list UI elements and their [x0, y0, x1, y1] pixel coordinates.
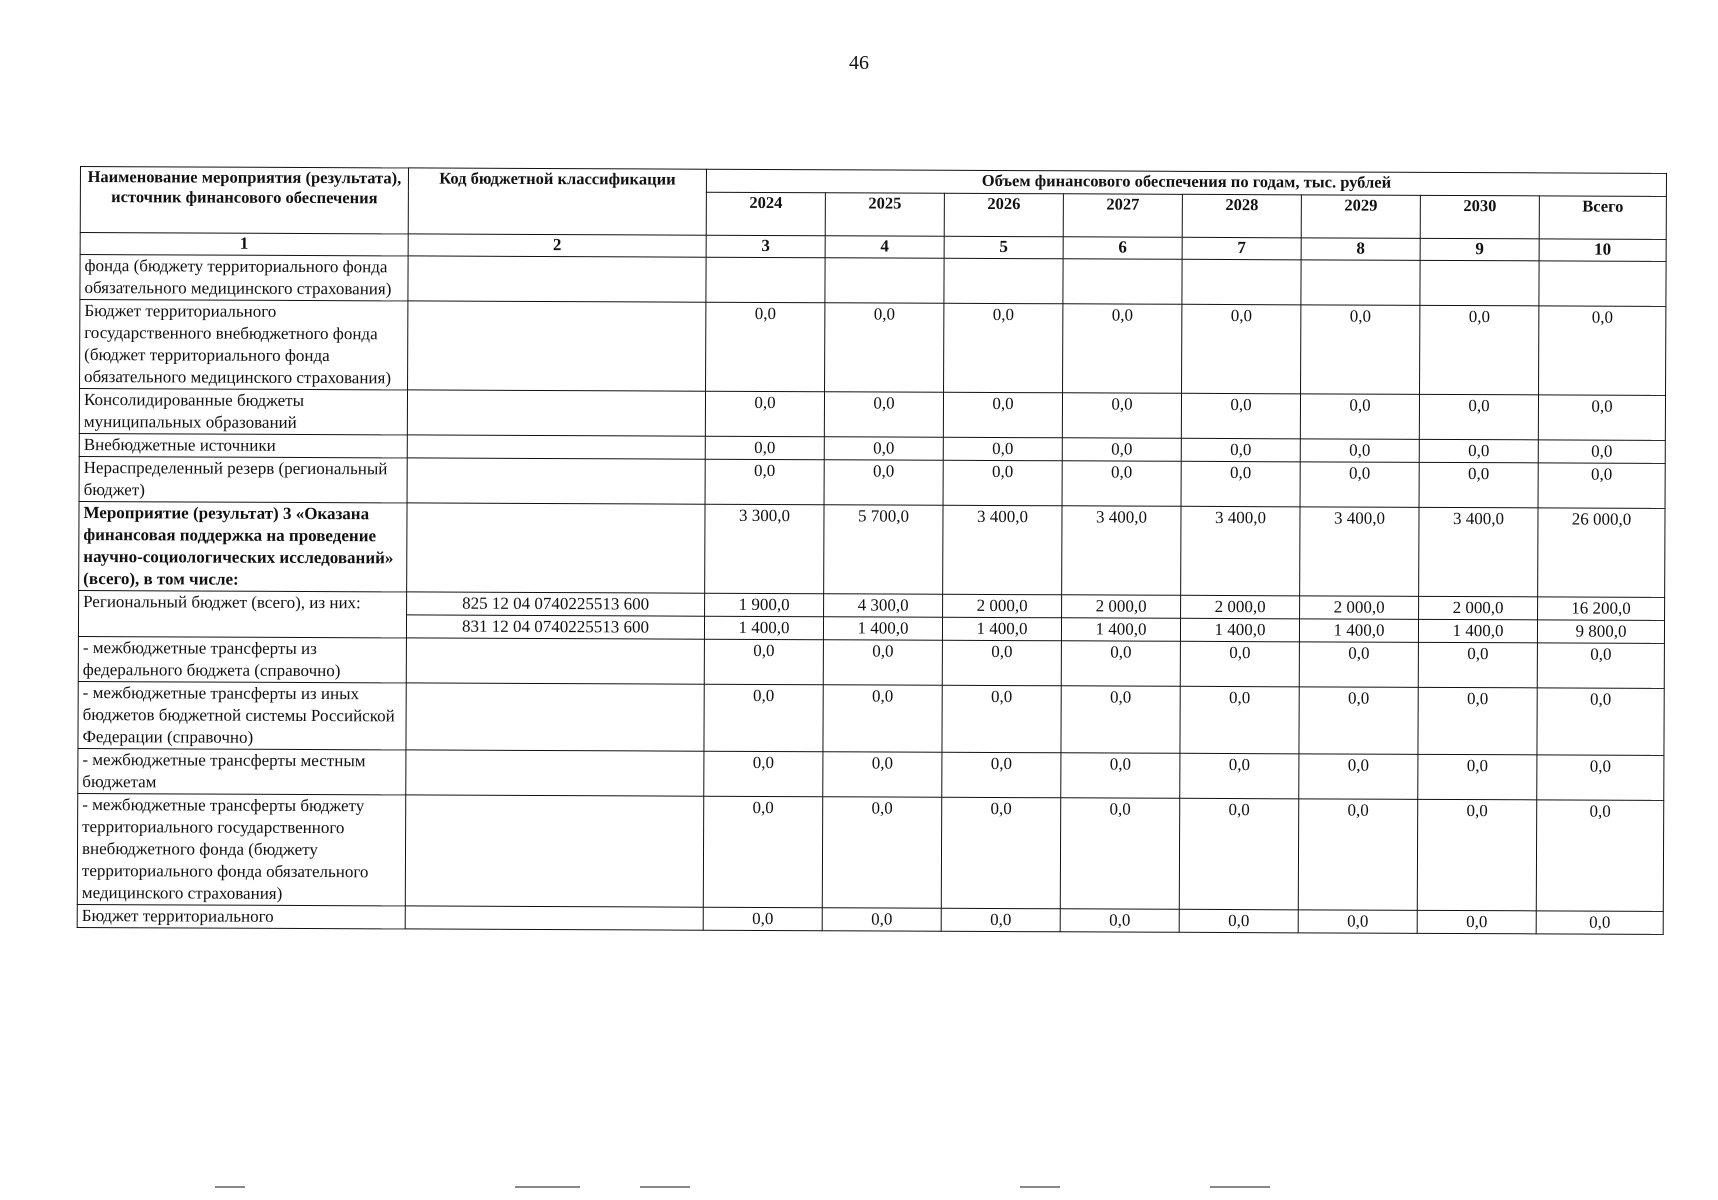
row-value: 0,0 [1298, 910, 1417, 934]
row-code [405, 795, 703, 907]
row-value: 0,0 [942, 640, 1061, 686]
row-value: 4 300,0 [824, 594, 943, 618]
column-number: 3 [706, 235, 825, 258]
column-number: 2 [408, 234, 706, 257]
row-value: 0,0 [1181, 438, 1300, 462]
row-value: 2 000,0 [943, 594, 1062, 618]
row-code [406, 683, 704, 751]
column-number: 6 [1063, 237, 1182, 260]
row-value: 0,0 [822, 797, 941, 909]
row-code: 825 12 04 0740225513 600 [407, 592, 705, 616]
row-value: 1 400,0 [942, 617, 1061, 641]
row-value: 0,0 [1417, 799, 1536, 911]
row-code [406, 638, 704, 684]
row-value [1420, 260, 1539, 306]
row-name: - межбюджетные трансферты из федерального бюджета (справочно) [78, 636, 406, 682]
row-value: 0,0 [1300, 394, 1419, 440]
table-row [80, 300, 1666, 396]
row-value: 0,0 [703, 796, 822, 908]
header-year: Всего [1539, 196, 1666, 240]
row-value: 1 400,0 [1180, 618, 1299, 642]
row-code [408, 301, 706, 391]
row-value [706, 257, 825, 303]
header-code: Код бюджетной классификации [408, 168, 706, 235]
row-value: 0,0 [1537, 755, 1664, 801]
row-value: 0,0 [1181, 461, 1300, 507]
column-number: 1 [80, 233, 408, 256]
row-value: 0,0 [1063, 304, 1182, 394]
row-value: 0,0 [1418, 754, 1537, 800]
row-value: 0,0 [705, 436, 824, 460]
row-value: 0,0 [941, 797, 1060, 909]
row-value: 0,0 [1181, 393, 1300, 439]
row-name: - межбюджетные трансферты бюджету территориального государственного внебюджетного фонда (бюджету территориального фонда обязательного медицинского страхования) [77, 793, 405, 905]
row-value: 0,0 [1060, 909, 1179, 933]
row-name: Внебюджетные источники [79, 433, 407, 457]
row-value: 0,0 [1417, 910, 1536, 934]
row-value [1301, 260, 1420, 306]
row-name: Бюджет территориального государственного внебюджетного фонда (бюджет территориального фонда обязательного медицинского страхования) [80, 300, 408, 390]
row-value: 0,0 [706, 302, 825, 392]
budget-table-wrapper [77, 166, 1666, 935]
row-value: 0,0 [1536, 911, 1663, 935]
table-row [77, 793, 1663, 911]
row-value: 0,0 [1538, 440, 1665, 464]
row-value: 0,0 [942, 685, 1061, 753]
row-value: 1 400,0 [1061, 618, 1180, 642]
row-value: 9 800,0 [1537, 620, 1664, 644]
row-code [407, 390, 705, 436]
row-value: 3 300,0 [705, 504, 824, 594]
scan-marks [0, 1182, 1718, 1192]
row-value: 0,0 [1180, 641, 1299, 687]
budget-table [77, 166, 1667, 935]
column-number: 9 [1420, 238, 1539, 261]
row-value: 3 400,0 [1062, 506, 1181, 596]
row-name: Региональный бюджет (всего), из них: [78, 590, 406, 637]
row-code [406, 750, 704, 796]
header-group: Объем финансового обеспечения по годам, тыс. рублей [706, 169, 1666, 196]
row-value: 0,0 [1298, 799, 1417, 911]
row-value: 2 000,0 [1419, 596, 1538, 620]
table-row [79, 456, 1665, 508]
row-value: 5 700,0 [824, 505, 943, 595]
row-value: 0,0 [1179, 909, 1298, 933]
row-value: 3 400,0 [1300, 507, 1419, 597]
header-year: 2030 [1420, 195, 1539, 239]
row-code [407, 435, 705, 459]
row-value: 0,0 [1299, 687, 1418, 755]
row-value: 0,0 [1180, 686, 1299, 754]
row-value: 0,0 [1180, 753, 1299, 799]
row-value: 0,0 [943, 460, 1062, 506]
table-row [78, 748, 1664, 800]
row-value: 0,0 [704, 639, 823, 685]
table-row [79, 389, 1665, 441]
row-value: 0,0 [823, 685, 942, 753]
row-code [407, 458, 705, 504]
row-value: 1 400,0 [1418, 619, 1537, 643]
row-name: Мероприятие (результат) 3 «Оказана финансовая поддержка на проведение научно-социологических исследований» (всего), в том числе: [79, 501, 407, 591]
row-value: 0,0 [1061, 641, 1180, 687]
row-value: 0,0 [1299, 754, 1418, 800]
row-value: 0,0 [1062, 393, 1181, 439]
row-value: 0,0 [703, 907, 822, 931]
page-number: 46 [849, 52, 869, 74]
row-value: 3 400,0 [1419, 507, 1538, 597]
row-value: 0,0 [943, 437, 1062, 461]
row-name: - межбюджетные трансферты из иных бюджетов бюджетной системы Российской Федерации (справочно) [78, 681, 406, 749]
row-value: 16 200,0 [1538, 597, 1665, 621]
column-number: 4 [825, 236, 944, 259]
header-name: Наименование мероприятия (результата), источник финансового обеспечения [80, 167, 408, 234]
row-value: 0,0 [944, 303, 1063, 393]
row-name: Бюджет территориального [77, 904, 405, 928]
table-row [78, 681, 1664, 755]
row-value: 0,0 [824, 437, 943, 461]
row-name: Нераспределенный резерв (региональный бюджет) [79, 456, 407, 502]
header-year: 2024 [706, 192, 825, 236]
row-value: 1 400,0 [1299, 619, 1418, 643]
table-row [79, 501, 1665, 597]
row-value [1182, 259, 1301, 305]
row-code [408, 256, 706, 302]
row-value: 26 000,0 [1538, 508, 1665, 598]
row-value: 0,0 [1179, 798, 1298, 910]
row-code: 831 12 04 0740225513 600 [406, 615, 704, 639]
column-number: 7 [1182, 237, 1301, 260]
row-value: 0,0 [1061, 753, 1180, 799]
row-value: 0,0 [1537, 688, 1664, 756]
header-year: 2029 [1301, 195, 1420, 239]
header-year: 2027 [1063, 194, 1182, 238]
row-value: 2 000,0 [1062, 595, 1181, 619]
column-number: 5 [944, 236, 1063, 259]
row-value: 0,0 [1419, 462, 1538, 508]
row-value: 0,0 [1536, 800, 1663, 912]
row-code [407, 503, 705, 593]
row-value: 0,0 [942, 752, 1061, 798]
row-name: фонда (бюджету территориального фонда обязательного медицинского страхования) [80, 255, 408, 301]
row-value: 0,0 [941, 908, 1060, 932]
row-value: 0,0 [704, 751, 823, 797]
row-value: 2 000,0 [1181, 595, 1300, 619]
row-value: 0,0 [943, 392, 1062, 438]
row-value: 0,0 [1300, 439, 1419, 463]
row-value [825, 258, 944, 304]
column-number: 10 [1539, 239, 1666, 262]
row-value [944, 258, 1063, 304]
row-code [405, 906, 703, 930]
table-row [78, 636, 1664, 688]
row-value: 1 900,0 [705, 593, 824, 617]
header-year: 2026 [944, 193, 1063, 237]
row-value [1063, 259, 1182, 305]
row-value: 0,0 [1062, 461, 1181, 507]
row-value: 0,0 [1299, 642, 1418, 688]
row-value: 0,0 [1301, 305, 1420, 395]
row-value: 0,0 [824, 460, 943, 506]
row-value [1539, 261, 1666, 307]
header-year: 2025 [825, 193, 944, 237]
row-value: 0,0 [704, 684, 823, 752]
row-value: 0,0 [1419, 439, 1538, 463]
row-value: 0,0 [1419, 394, 1538, 440]
row-value: 0,0 [1060, 798, 1179, 910]
row-value: 2 000,0 [1300, 596, 1419, 620]
row-value: 0,0 [824, 392, 943, 438]
row-value: 1 400,0 [823, 617, 942, 641]
row-value: 0,0 [822, 908, 941, 932]
row-value: 3 400,0 [1181, 506, 1300, 596]
row-value: 0,0 [1538, 463, 1665, 509]
row-value: 1 400,0 [704, 616, 823, 640]
row-value: 0,0 [1300, 462, 1419, 508]
row-name: Консолидированные бюджеты муниципальных образований [79, 389, 407, 435]
row-value: 0,0 [705, 391, 824, 437]
row-value: 0,0 [1537, 643, 1664, 689]
row-name: - межбюджетные трансферты местным бюджетам [78, 748, 406, 794]
row-value: 0,0 [823, 640, 942, 686]
header-year: 2028 [1182, 194, 1301, 238]
row-value: 0,0 [1420, 305, 1539, 395]
row-value: 0,0 [1061, 686, 1180, 754]
row-value: 0,0 [1418, 642, 1537, 688]
row-value: 0,0 [1062, 438, 1181, 462]
row-value: 0,0 [705, 459, 824, 505]
row-value: 0,0 [1182, 304, 1301, 394]
row-value: 0,0 [1418, 687, 1537, 755]
row-value: 3 400,0 [943, 505, 1062, 595]
column-number: 8 [1301, 238, 1420, 261]
row-value: 0,0 [1539, 306, 1666, 396]
row-value: 0,0 [1538, 395, 1665, 441]
row-value: 0,0 [823, 752, 942, 798]
table-row [80, 255, 1666, 307]
row-value: 0,0 [825, 303, 944, 393]
